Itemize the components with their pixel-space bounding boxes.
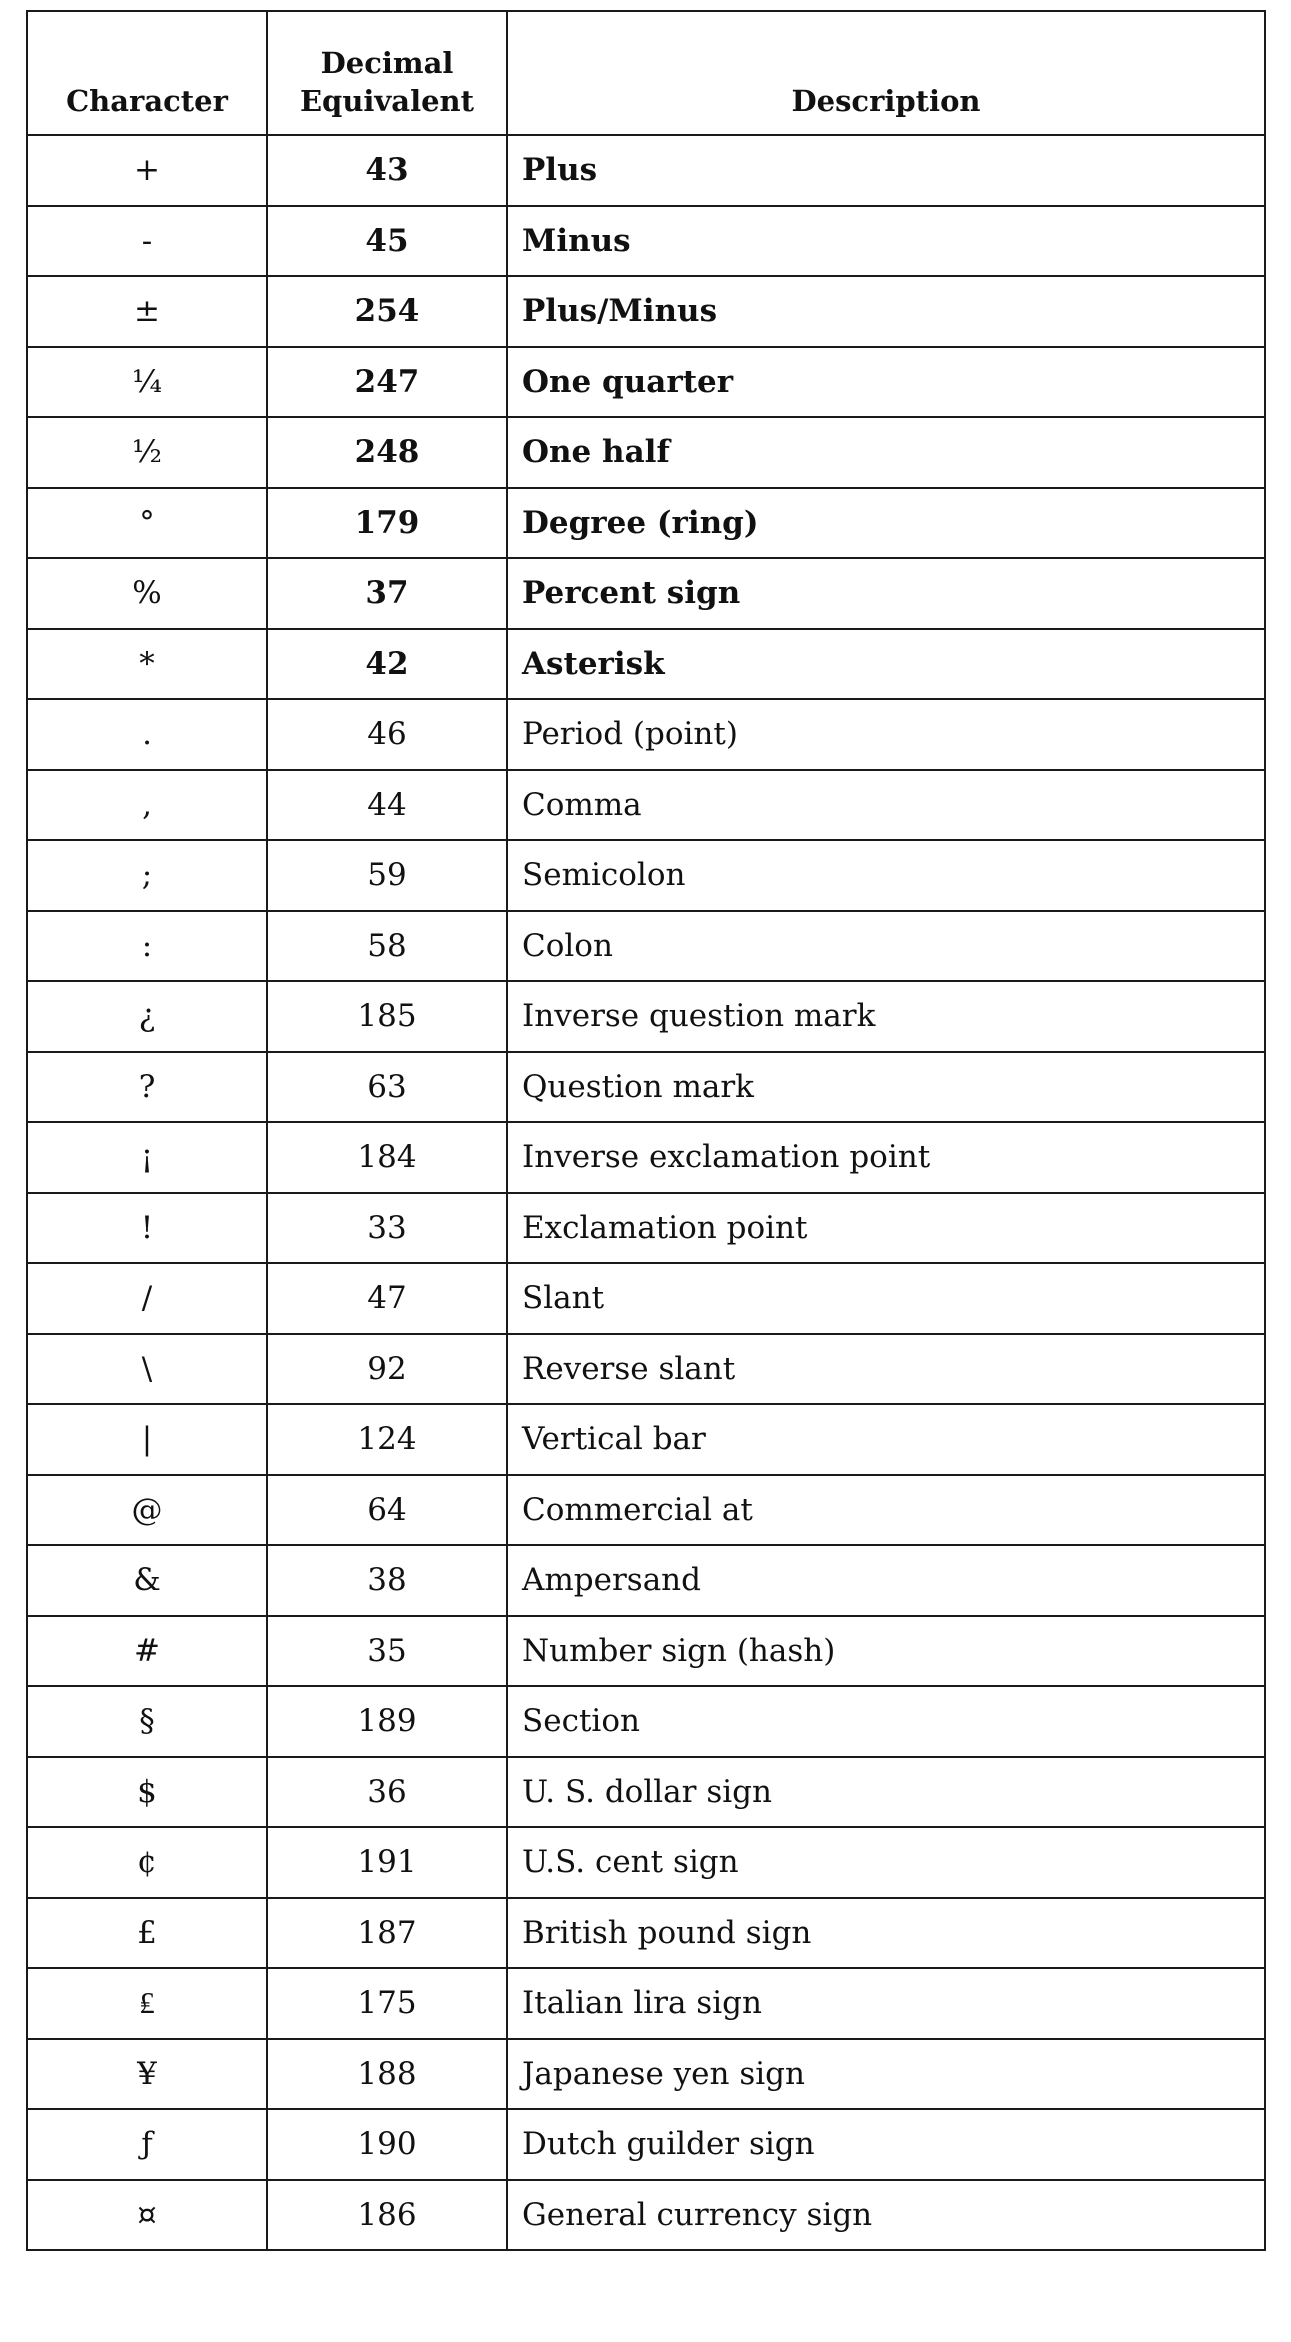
decimal-cell: 92 [267, 1334, 507, 1405]
decimal-cell: 46 [267, 699, 507, 770]
table-row [27, 206, 1265, 277]
decimal-cell: 47 [267, 1263, 507, 1334]
decimal-cell: 247 [267, 347, 507, 418]
decimal-cell: 45 [267, 206, 507, 277]
character-cell: # [27, 1616, 267, 1687]
table-row [27, 1968, 1265, 2039]
character-cell: ƒ [27, 2109, 267, 2180]
table-row [27, 1263, 1265, 1334]
table-row [27, 135, 1265, 206]
character-cell: ₤ [27, 1968, 267, 2039]
description-cell: Plus [507, 135, 1265, 206]
description-cell: Period (point) [507, 699, 1265, 770]
character-cell: £ [27, 1898, 267, 1969]
decimal-cell: 36 [267, 1757, 507, 1828]
character-cell: ½ [27, 417, 267, 488]
decimal-cell: 38 [267, 1545, 507, 1616]
description-cell: Semicolon [507, 840, 1265, 911]
table-row [27, 699, 1265, 770]
decimal-cell: 64 [267, 1475, 507, 1546]
decimal-cell: 254 [267, 276, 507, 347]
decimal-cell: 33 [267, 1193, 507, 1264]
description-cell: Inverse question mark [507, 981, 1265, 1052]
table-row [27, 1193, 1265, 1264]
character-cell: - [27, 206, 267, 277]
table-row [27, 1827, 1265, 1898]
table-row [27, 558, 1265, 629]
description-cell: British pound sign [507, 1898, 1265, 1969]
table-row [27, 1404, 1265, 1475]
description-cell: Comma [507, 770, 1265, 841]
header-description: Description [507, 11, 1265, 135]
decimal-cell: 190 [267, 2109, 507, 2180]
character-cell: * [27, 629, 267, 700]
header-character: Character [27, 11, 267, 135]
description-cell: Slant [507, 1263, 1265, 1334]
character-cell: + [27, 135, 267, 206]
decimal-cell: 189 [267, 1686, 507, 1757]
character-cell: , [27, 770, 267, 841]
header-row [27, 11, 1265, 135]
table-row [27, 629, 1265, 700]
table-row [27, 2109, 1265, 2180]
decimal-cell: 124 [267, 1404, 507, 1475]
decimal-cell: 175 [267, 1968, 507, 2039]
description-cell: One half [507, 417, 1265, 488]
description-cell: Percent sign [507, 558, 1265, 629]
description-cell: One quarter [507, 347, 1265, 418]
decimal-cell: 185 [267, 981, 507, 1052]
description-cell: Italian lira sign [507, 1968, 1265, 2039]
description-cell: Japanese yen sign [507, 2039, 1265, 2110]
description-cell: General currency sign [507, 2180, 1265, 2251]
table-row [27, 1545, 1265, 1616]
character-cell: ° [27, 488, 267, 559]
description-cell: U. S. dollar sign [507, 1757, 1265, 1828]
description-cell: Colon [507, 911, 1265, 982]
decimal-cell: 186 [267, 2180, 507, 2251]
description-cell: Commercial at [507, 1475, 1265, 1546]
description-cell: Ampersand [507, 1545, 1265, 1616]
table-row [27, 1122, 1265, 1193]
decimal-cell: 63 [267, 1052, 507, 1123]
character-cell: % [27, 558, 267, 629]
description-cell: Inverse exclamation point [507, 1122, 1265, 1193]
character-cell: @ [27, 1475, 267, 1546]
character-cell: \ [27, 1334, 267, 1405]
decimal-cell: 43 [267, 135, 507, 206]
character-cell: ± [27, 276, 267, 347]
decimal-cell: 58 [267, 911, 507, 982]
table-row [27, 1334, 1265, 1405]
table-row [27, 2039, 1265, 2110]
character-cell: : [27, 911, 267, 982]
table-row [27, 840, 1265, 911]
description-cell: Dutch guilder sign [507, 2109, 1265, 2180]
header-decimal-equivalent [267, 11, 507, 135]
description-cell: Question mark [507, 1052, 1265, 1123]
table-row [27, 1052, 1265, 1123]
decimal-cell: 184 [267, 1122, 507, 1193]
description-cell: Plus/Minus [507, 276, 1265, 347]
character-cell: ¥ [27, 2039, 267, 2110]
table-row [27, 2180, 1265, 2251]
character-cell: / [27, 1263, 267, 1334]
table-row [27, 911, 1265, 982]
character-cell: . [27, 699, 267, 770]
decimal-cell: 248 [267, 417, 507, 488]
decimal-cell: 42 [267, 629, 507, 700]
description-cell: Number sign (hash) [507, 1616, 1265, 1687]
table-row [27, 417, 1265, 488]
table-row [27, 981, 1265, 1052]
table-row [27, 1757, 1265, 1828]
character-table [26, 10, 1266, 2251]
character-cell: | [27, 1404, 267, 1475]
table-row [27, 770, 1265, 841]
description-cell: Asterisk [507, 629, 1265, 700]
table-row [27, 1616, 1265, 1687]
character-cell: ¤ [27, 2180, 267, 2251]
description-cell: Reverse slant [507, 1334, 1265, 1405]
character-cell: § [27, 1686, 267, 1757]
character-cell: ; [27, 840, 267, 911]
table-row [27, 276, 1265, 347]
table-row [27, 347, 1265, 418]
description-cell: Degree (ring) [507, 488, 1265, 559]
character-cell: ! [27, 1193, 267, 1264]
character-cell: & [27, 1545, 267, 1616]
description-cell: Minus [507, 206, 1265, 277]
decimal-cell: 191 [267, 1827, 507, 1898]
description-cell: Vertical bar [507, 1404, 1265, 1475]
character-cell: $ [27, 1757, 267, 1828]
table-row [27, 488, 1265, 559]
decimal-cell: 35 [267, 1616, 507, 1687]
header-decimal-line2: Equivalent [299, 84, 475, 118]
decimal-cell: 59 [267, 840, 507, 911]
description-cell: U.S. cent sign [507, 1827, 1265, 1898]
decimal-cell: 187 [267, 1898, 507, 1969]
description-cell: Section [507, 1686, 1265, 1757]
decimal-cell: 179 [267, 488, 507, 559]
table-row [27, 1475, 1265, 1546]
decimal-cell: 37 [267, 558, 507, 629]
table-row [27, 1898, 1265, 1969]
character-cell: ¢ [27, 1827, 267, 1898]
decimal-cell: 188 [267, 2039, 507, 2110]
table-row [27, 1686, 1265, 1757]
description-cell: Exclamation point [507, 1193, 1265, 1264]
character-cell: ¿ [27, 981, 267, 1052]
decimal-cell: 44 [267, 770, 507, 841]
character-cell: ? [27, 1052, 267, 1123]
character-cell: ¡ [27, 1122, 267, 1193]
header-decimal-line1: Decimal [320, 46, 454, 80]
character-cell: ¼ [27, 347, 267, 418]
